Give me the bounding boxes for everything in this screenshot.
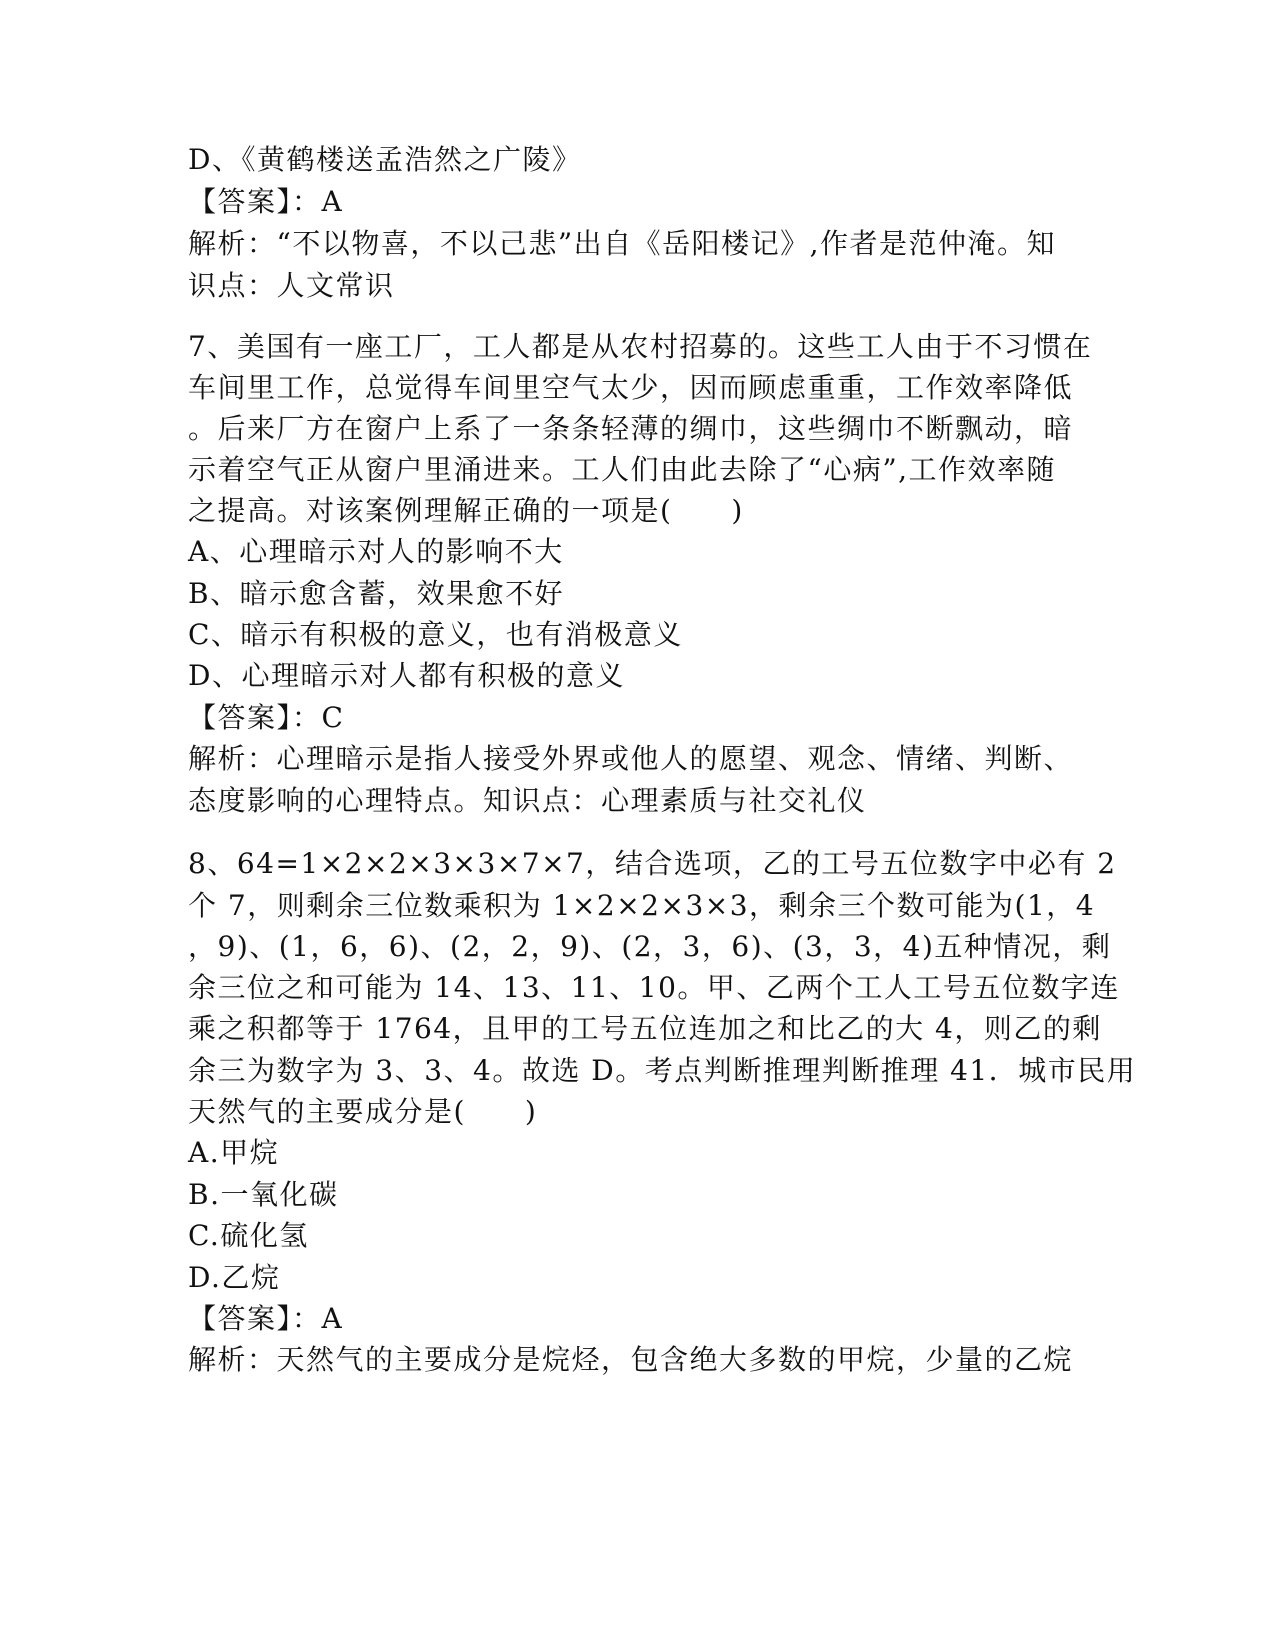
q7-option-b: B、暗示愈含蓄，效果愈不好 bbox=[188, 577, 565, 610]
q6-analysis-line: 解析：“不以物喜，不以己悲”出自《岳阳楼记》,作者是范仲淹。知 bbox=[188, 227, 1057, 260]
q7-stem-line: 示着空气正从窗户里涌进来。工人们由此去除了“心病”,工作效率随 bbox=[188, 453, 1057, 486]
q8-stem-line: 个 7，则剩余三位数乘积为 1×2×2×3×3，剩余三个数可能为(1，4 bbox=[188, 889, 1096, 922]
q7-stem-line: 7、美国有一座工厂，工人都是从农村招募的。这些工人由于不习惯在 bbox=[188, 330, 1093, 363]
q8-option-a: A.甲烷 bbox=[188, 1136, 280, 1169]
q8-stem-line: ，9)、(1，6，6)、(2，2，9)、(2，3，6)、(3，3，4)五种情况，剩 bbox=[188, 930, 1112, 963]
q7-option-a: A、心理暗示对人的影响不大 bbox=[188, 535, 564, 568]
q8-analysis-line: 解析：天然气的主要成分是烷烃，包含绝大多数的甲烷，少量的乙烷 bbox=[188, 1343, 1074, 1376]
q8-stem-line: 余三为数字为 3、3、4。故选 D。考点判断推理判断推理 41．城市民用 bbox=[188, 1054, 1137, 1087]
q8-option-c: C.硫化氢 bbox=[188, 1219, 309, 1252]
q6-option-d: D、《黄鹤楼送孟浩然之广陵》 bbox=[188, 143, 582, 176]
q7-stem-line: 。后来厂方在窗户上系了一条条轻薄的绸巾，这些绸巾不断飘动，暗 bbox=[188, 412, 1074, 445]
q6-analysis-line: 识点：人文常识 bbox=[188, 269, 395, 302]
q8-option-d: D.乙烷 bbox=[188, 1261, 281, 1294]
q6-answer: 【答案】：A bbox=[188, 185, 344, 218]
q7-stem-line: 车间里工作，总觉得车间里空气太少，因而顾虑重重，工作效率降低 bbox=[188, 371, 1074, 404]
q7-option-d: D、心理暗示对人都有积极的意义 bbox=[188, 659, 625, 692]
q7-option-c: C、暗示有积极的意义，也有消极意义 bbox=[188, 618, 683, 651]
q7-analysis-line: 解析：心理暗示是指人接受外界或他人的愿望、观念、情绪、判断、 bbox=[188, 742, 1074, 775]
q7-analysis-line: 态度影响的心理特点。知识点：心理素质与社交礼仪 bbox=[188, 784, 867, 817]
q8-stem-line: 8、64=1×2×2×3×3×7×7，结合选项，乙的工号五位数字中必有 2 bbox=[188, 847, 1117, 880]
q8-answer: 【答案】：A bbox=[188, 1302, 344, 1335]
q8-stem-line: 余三位之和可能为 14、13、11、10。甲、乙两个工人工号五位数字连 bbox=[188, 971, 1120, 1004]
q7-answer: 【答案】：C bbox=[188, 701, 345, 734]
q7-stem-line: 之提高。对该案例理解正确的一项是( ) bbox=[188, 494, 744, 527]
q8-stem-line: 天然气的主要成分是( ) bbox=[188, 1095, 538, 1128]
q8-stem-line: 乘之积都等于 1764，且甲的工号五位连加之和比乙的大 4，则乙的剩 bbox=[188, 1012, 1102, 1045]
q8-option-b: B.一氧化碳 bbox=[188, 1178, 339, 1211]
